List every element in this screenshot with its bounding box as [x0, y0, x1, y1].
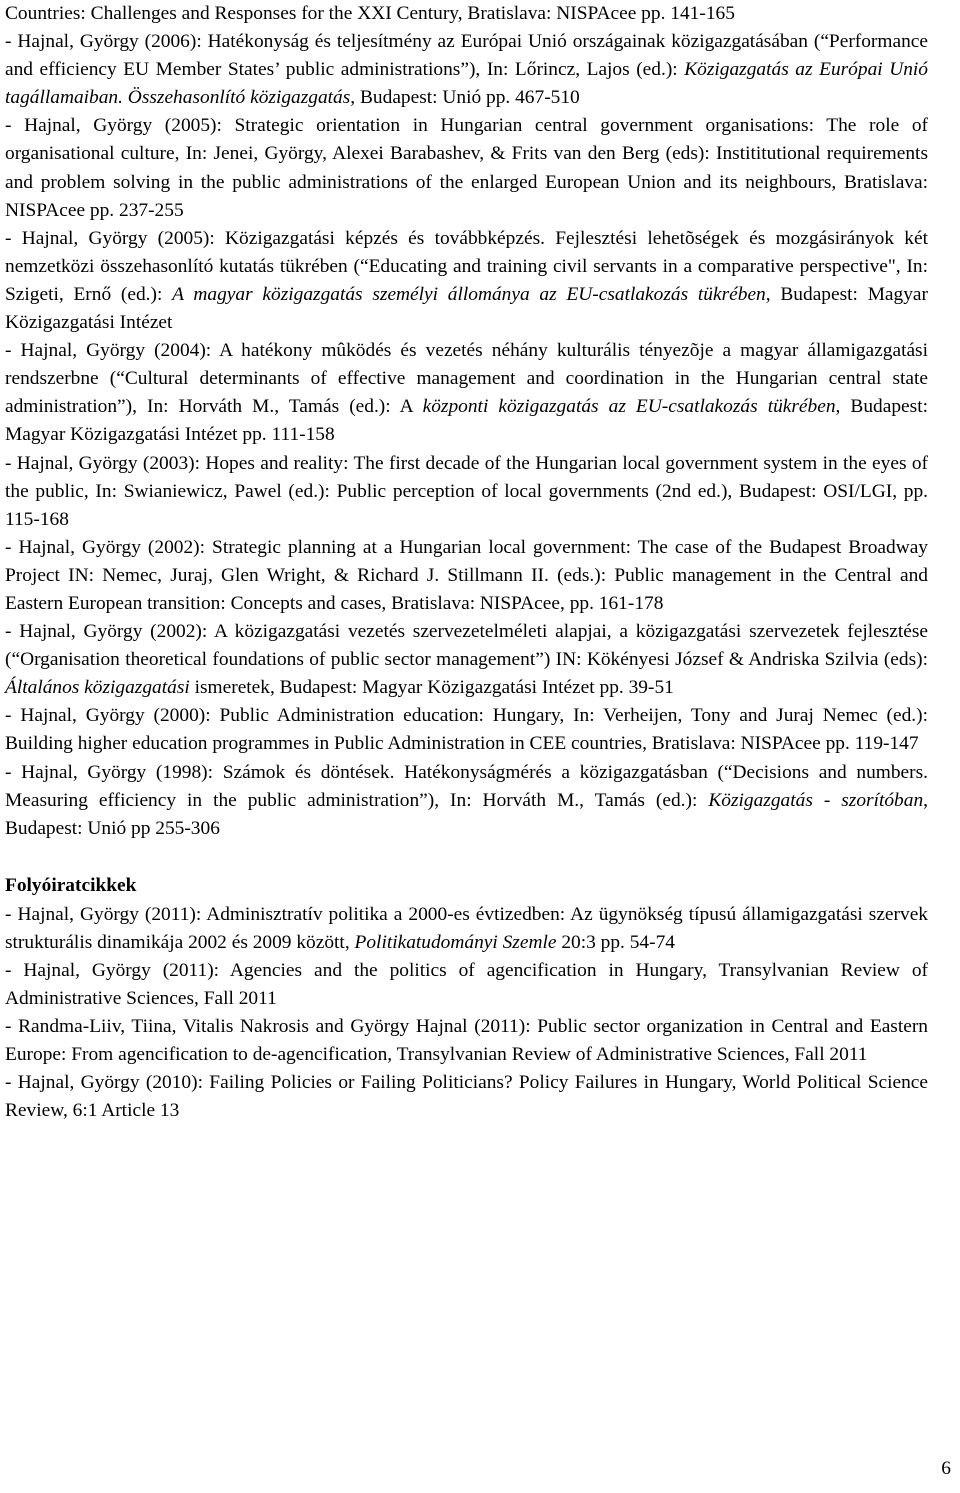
reference-entry [5, 28, 928, 112]
italic-title: központi közigazgatás az EU-csatlakozás tükrében [422, 396, 836, 418]
italic-title: A magyar közigazgatás személyi állománya az EU-csatlakozás tükrében [172, 283, 766, 305]
reference-text: - Hajnal, György (2000): Public Administration education: Hungary, In: Verheijen, Tony and Juraj Nemec (ed.): Building higher education programmes in Public Administration in CEE countries, Bratislava: NISPAcee pp. 119-147 [5, 705, 928, 755]
reference-text: 20:3 pp. 54-74 [556, 931, 675, 953]
reference-entry [5, 702, 928, 758]
reference-entry [5, 901, 928, 957]
reference-entry [5, 337, 928, 449]
reference-text: - Hajnal, György (1998): Számok és döntések. Hatékonyságmérés a közigazgatásban (“Decisions and numbers. Measuring efficiency in the public administration”), In: Horváth M., Tamás (ed.): [5, 761, 928, 811]
section-gap [5, 843, 928, 871]
journal-articles-list [5, 901, 928, 1126]
reference-entry [5, 957, 928, 1013]
reference-text: ismeretek, Budapest: Magyar Közigazgatási Intézet pp. 39-51 [189, 677, 674, 699]
document-body [5, 0, 928, 1126]
reference-entry [5, 112, 928, 224]
reference-text: , Budapest: Unió pp 255-306 [5, 789, 929, 839]
reference-text: , Budapest: Magyar Közigazgatási Intézet pp. 111-158 [5, 396, 928, 446]
reference-entry [5, 618, 928, 702]
section-heading: Folyóiratcikkek [5, 874, 137, 896]
reference-text: - Hajnal, György (2006): Hatékonyság és teljesítmény az Európai Unió országainak közigazgatásában (“Performance and efficiency EU Member States’ public administrations”), In: Lőrincz, Lajos (ed.): [5, 31, 928, 81]
reference-entry [5, 759, 928, 843]
reference-text: - Hajnal, György (2002): A közigazgatási vezetés szervezetelméleti alapjai, a közigazgatási szervezetek fejlesztése (“Organisation theoretical foundations of public sector management”) IN: Kökényesi József & Andriska Szilvia (eds): [5, 621, 928, 671]
reference-entry [5, 450, 928, 534]
reference-text: - Hajnal, György (2010): Failing Policies or Failing Politicians? Policy Failures in Hungary, World Political Science Review, 6:1 Article 13 [5, 1072, 928, 1122]
reference-text: Countries: Challenges and Responses for the XXI Century, Bratislava: NISPAcee pp. 141-165 [5, 3, 735, 24]
reference-entry [5, 0, 928, 28]
reference-entry [5, 1013, 928, 1069]
reference-text: - Hajnal, György (2005): Közigazgatási képzés és továbbképzés. Fejlesztési lehetõségek és mozgásirányok két nemzetközi összehasonlító kutatás tükrében (“Educating and training civil servants in a comparative perspective", In: Szigeti, Ernő (ed.): [5, 227, 928, 305]
reference-text: - Hajnal, György (2011): Agencies and the politics of agencification in Hungary, Transylvanian Review of Administrative Sciences, Fall 2011 [5, 960, 928, 1010]
italic-title: Politikatudományi Szemle [354, 931, 557, 953]
reference-text: , Budapest: Magyar Közigazgatási Intézet [5, 283, 928, 334]
italic-title: Közigazgatás az Európai Unió tagállamaiban. Összehasonlító közigazgatás [5, 59, 928, 109]
italic-title: Általános közigazgatási [5, 677, 190, 699]
reference-text: - Hajnal, György (2011): Adminisztratív politika a 2000-es évtizedben: Az ügynökség típusú államigazgatási szervek strukturális dinamikája 2002 és 2009 között, [5, 903, 928, 953]
italic-title: Közigazgatás - szorítóban [708, 789, 924, 811]
reference-text: - Hajnal, György (2005): Strategic orientation in Hungarian central government organisations: The role of organisational culture, In: Jenei, György, Alexei Barabashev, & Frits van den Berg (eds): Instititutional requirements and problem solving in the public administrations of the enlarged European Union and its neighbours, Bratislava: NISPAcee pp. 237-255 [5, 115, 928, 221]
reference-text: - Hajnal, György (2004): A hatékony mûködés és vezetés néhány kulturális tényezõje a magyar államigazgatási rendszerbne (“Cultural determinants of effective management and coordination in the Hungarian central state administration”), In: Horváth M., Tamás (ed.): A [5, 340, 928, 418]
reference-text: - Hajnal, György (2002): Strategic planning at a Hungarian local government: The case of the Budapest Broadway Project IN: Nemec, Juraj, Glen Wright, & Richard J. Stillmann II. (eds.): Public management in the Central and Eastern European transition: Concepts and cases, Bratislava: NISPAcee, pp. 161-178 [5, 536, 928, 614]
reference-entry [5, 534, 928, 618]
reference-entry [5, 1069, 928, 1125]
book-chapters-list [5, 0, 928, 843]
reference-text: - Hajnal, György (2003): Hopes and reality: The first decade of the Hungarian local government system in the eyes of the public, In: Swianiewicz, Pawel (ed.): Public perception of local governments (2nd ed.), Budapest: OSI/LGI, pp. 115-168 [5, 452, 928, 530]
reference-text: - Randma-Liiv, Tiina, Vitalis Nakrosis and György Hajnal (2011): Public sector organization in Central and Eastern Europe: From agencification to de-agencification, Transylvanian Review of Administrative Sciences, Fall 2011 [5, 1016, 928, 1066]
reference-text: , Budapest: Unió pp. 467-510 [350, 87, 580, 109]
reference-entry [5, 225, 928, 337]
page-number: 6 [941, 1458, 951, 1479]
